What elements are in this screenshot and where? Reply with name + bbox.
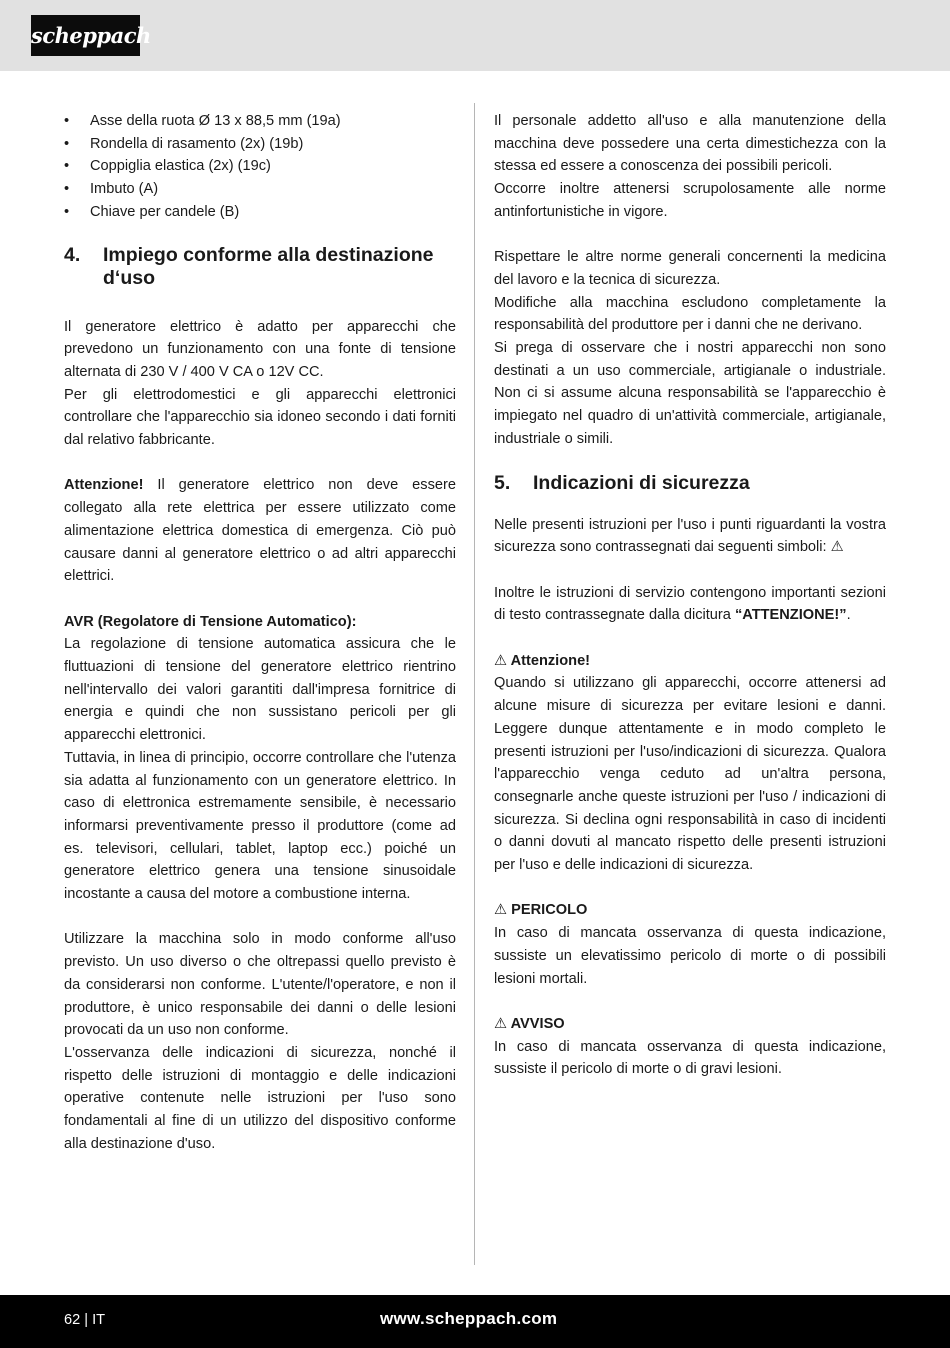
list-item: • Imbuto (A) — [64, 178, 456, 201]
section-4-heading — [64, 244, 456, 290]
danger-warning-label: ⚠ PERICOLO — [494, 902, 588, 919]
list-item: • Coppiglia elastica (2x) (19c) — [64, 155, 456, 178]
list-item: • Asse della ruota Ø 13 x 88,5 mm (19a) — [64, 110, 456, 133]
section-title: Indicazioni di sicurezza — [533, 471, 750, 494]
text-span: . — [846, 607, 851, 624]
paragraph: Quando si utilizzano gli apparecchi, occorre attenersi ad alcune misure di sicurezza per evitare lesioni e danni. Leggere dunque attentamente e in modo completo le presenti istruzioni per l'uso/indicazioni di sicurezza. Qualora l'apparecchio venga ceduto ad un'altra persona, consegnarle anche queste istruzioni per l'uso / indicazioni di sicurezza. Si declina ogni responsabilità in caso di incidenti o danni dovuti al mancato rispetto delle presenti istruzioni per l'uso e delle indicazioni di sicurezza. — [494, 675, 886, 874]
paragraph: Occorre inoltre attenersi scrupolosamente alle norme antinfortunistiche in vigore. — [494, 181, 886, 220]
paragraph: In caso di mancata osservanza di questa indicazione, sussiste il pericolo di morte o di gravi lesioni. — [494, 1038, 886, 1078]
paragraph: Utilizzare la macchina solo in modo conforme all'uso previsto. Un uso diverso o che oltrepassi quello previsto è da considerarsi non conforme. L'utente/l'operatore, e non il produttore, è unico responsabile dei danni o delle lesioni provocati da un uso non conforme. — [64, 931, 456, 1039]
text-span: Inoltre le istruzioni di servizio contengono importanti sezioni di testo contrassegnate dalla dicitura — [494, 584, 886, 624]
column-divider — [474, 103, 475, 1265]
page-number: 62 | IT — [64, 1312, 106, 1328]
list-item: • Rondella di rasamento (2x) (19b) — [64, 133, 456, 156]
list-item: • Chiave per candele (B) — [64, 201, 456, 224]
section-number: 4. — [64, 243, 81, 266]
paragraph: L'osservanza delle indicazioni di sicurezza, nonché il rispetto delle istruzioni di montaggio e delle indicazioni operative contenute nelle istruzioni per l'uso sono fondamentali al fine di un utilizzo del dispositivo conforme alla destinazione d'uso. — [64, 1044, 456, 1152]
attention-paragraph — [64, 474, 456, 588]
parts-list — [64, 110, 456, 224]
page-header — [0, 0, 950, 71]
page-footer — [0, 1295, 950, 1348]
paragraph: In caso di mancata osservanza di questa indicazione, sussiste un elevatissimo pericolo di morte o di possibili lesioni mortali. — [494, 925, 886, 987]
paragraph: La regolazione di tensione automatica assicura che le fluttuazioni di tensione del generatore elettrico rientrino nell'intervallo dei valori garantiti dall'impresa fornitrice di energia e quindi che non sussistano pericoli per gli apparecchi elettronici. — [64, 636, 456, 744]
left-column — [64, 110, 456, 1155]
attention-keyword: “ATTENZIONE!” — [734, 607, 847, 624]
paragraph: Modifiche alla macchina escludono completamente la responsabilità del produttore per i danni che ne derivano. — [494, 294, 886, 334]
paragraph — [494, 582, 886, 627]
website-link[interactable]: www.scheppach.com — [380, 1309, 558, 1328]
right-column — [494, 110, 886, 1081]
avviso-warning-label: ⚠ AVVISO — [494, 1015, 565, 1032]
avr-heading: AVR (Regolatore di Tensione Automatico): — [64, 613, 357, 630]
attention-text: Il generatore elettrico non deve essere collegato alla rete elettrica per essere utilizzato come alimentazione elettrica domestica di emergenza. Ciò può causare danni al generatore elettrico o ad altri apparecchi elettrici. — [64, 477, 456, 585]
attention-warning-label: ⚠ Attenzione! — [494, 652, 591, 669]
paragraph: Rispettare le altre norme generali concernenti la medicina del lavoro e la tecnica di sicurezza. — [494, 249, 886, 288]
section-title: Impiego conforme alla destinazione d‘uso — [103, 243, 434, 289]
paragraph: Per gli elettrodomestici e gli apparecchi elettronici controllare che l'apparecchio sia idoneo secondo i dati forniti dal relativo fabbricante. — [64, 386, 456, 449]
scheppach-logo: scheppach — [31, 15, 140, 56]
paragraph: Il generatore elettrico è adatto per apparecchi che prevedono un funzionamento con una fonte di tensione alternata di 230 V / 400 V CA o 12V CC. — [64, 318, 456, 380]
section-number: 5. — [494, 471, 511, 494]
section-5-heading — [494, 472, 886, 495]
paragraph: Il personale addetto all'uso e alla manutenzione della macchina deve possedere una certa dimestichezza con la stessa ed essere a conoscenza dei possibili pericoli. — [494, 113, 886, 175]
paragraph: Si prega di osservare che i nostri apparecchi non sono destinati a un uso commerciale, artigianale o industriale. Non ci si assume alcuna responsabilità se l'apparecchio è impiegato nel quadro di un'attività commerciale, artigianale, industriale o simili. — [494, 340, 886, 447]
paragraph: Nelle presenti istruzioni per l'uso i punti riguardanti la vostra sicurezza sono contrassegnati dai seguenti simboli: ⚠ — [494, 516, 886, 556]
attention-label: Attenzione! — [64, 477, 144, 494]
paragraph: Tuttavia, in linea di principio, occorre controllare che l'utenza sia adatta al funzionamento con un generatore elettrico. In caso di elettronica estremamente sensibile, è necessario informarsi preventivamente presso il produttore (come ad es. televisori, cellulari, tablet, laptop ecc.) poiché un generatore elettrico genera una tensione sinusoidale incostante a causa del motore a combustione interna. — [64, 749, 456, 903]
